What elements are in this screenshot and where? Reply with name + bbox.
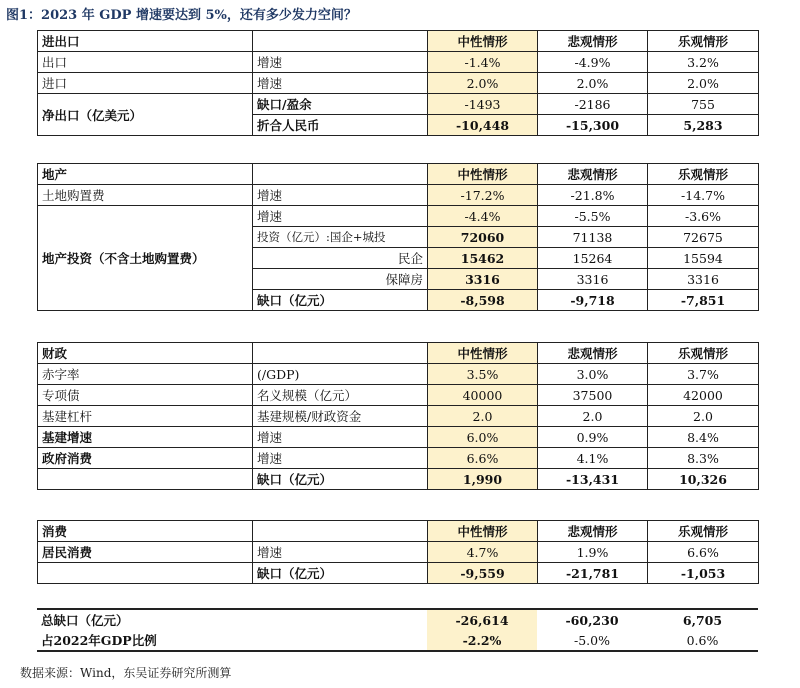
value-cell: 3.0%	[538, 364, 648, 385]
metric-label: 增速	[253, 185, 428, 206]
table-row	[38, 206, 759, 227]
property-table	[37, 163, 759, 311]
header-neutral: 中性情形	[428, 521, 538, 542]
value-cell: 8.3%	[648, 448, 759, 469]
row-label: 进口	[38, 73, 253, 94]
consumption-table	[37, 520, 759, 584]
value-cell: 3316	[428, 269, 538, 290]
value-cell: 15594	[648, 248, 759, 269]
table-row	[38, 542, 759, 563]
header-neutral: 中性情形	[428, 31, 538, 52]
row-label: 净出口（亿美元）	[38, 94, 253, 136]
value-cell: 72060	[428, 227, 538, 248]
value-cell: 755	[648, 94, 759, 115]
header-pessimistic: 悲观情形	[538, 521, 648, 542]
table-row	[38, 73, 759, 94]
value-cell: -13,431	[538, 469, 648, 490]
value-cell: -15,300	[538, 115, 648, 136]
value-cell: -9,718	[538, 290, 648, 311]
value-cell: 0.9%	[538, 427, 648, 448]
value-cell: 3.2%	[648, 52, 759, 73]
header-optimistic: 乐观情形	[648, 343, 759, 364]
value-cell: 2.0%	[648, 73, 759, 94]
value-cell: -21,781	[538, 563, 648, 584]
value-cell: 1,990	[428, 469, 538, 490]
value-cell: 40000	[428, 385, 538, 406]
row-label: 出口	[38, 52, 253, 73]
table-row	[38, 364, 759, 385]
table-row	[38, 427, 759, 448]
row-label: 基建增速	[38, 427, 253, 448]
value-cell: -8,598	[428, 290, 538, 311]
value-cell: 6.0%	[428, 427, 538, 448]
table-row	[38, 521, 759, 542]
value-cell: -60,230	[565, 612, 619, 628]
header-pessimistic: 悲观情形	[538, 343, 648, 364]
value-cell: -4.4%	[428, 206, 538, 227]
value-cell: 15462	[428, 248, 538, 269]
value-cell: 3316	[538, 269, 648, 290]
table-row	[38, 31, 759, 52]
value-cell: 2.0	[648, 406, 759, 427]
value-cell: 72675	[648, 227, 759, 248]
metric-label: 缺口（亿元）	[253, 469, 428, 490]
header-pessimistic: 悲观情形	[538, 31, 648, 52]
value-cell: 37500	[538, 385, 648, 406]
value-cell: 1.9%	[538, 542, 648, 563]
table-row	[37, 609, 758, 630]
value-cell: 2.0%	[428, 73, 538, 94]
value-cell: -5.0%	[574, 632, 610, 648]
table-row	[38, 52, 759, 73]
metric-label: 缺口/盈余	[253, 94, 428, 115]
value-cell: 10,326	[648, 469, 759, 490]
header-neutral: 中性情形	[428, 164, 538, 185]
metric-label: 保障房	[253, 269, 428, 290]
table-row	[38, 385, 759, 406]
value-cell: -1493	[428, 94, 538, 115]
value-cell: 6.6%	[428, 448, 538, 469]
row-label: 专项债	[38, 385, 253, 406]
header-pessimistic: 悲观情形	[538, 164, 648, 185]
value-cell: 3.7%	[648, 364, 759, 385]
value-cell: 8.4%	[648, 427, 759, 448]
table-row	[38, 185, 759, 206]
header-neutral: 中性情形	[428, 343, 538, 364]
metric-label: 增速	[253, 206, 428, 227]
trade-table	[37, 30, 759, 136]
table-row	[37, 630, 758, 651]
section-heading: 财政	[38, 343, 253, 364]
value-cell: 3.5%	[428, 364, 538, 385]
value-cell: -5.5%	[538, 206, 648, 227]
data-source-note: 数据来源：Wind，东吴证券研究所测算	[20, 666, 232, 680]
value-cell: 6.6%	[648, 542, 759, 563]
value-cell: -1,053	[648, 563, 759, 584]
value-cell: 2.0	[428, 406, 538, 427]
metric-label: 名义规模（亿元）	[253, 385, 428, 406]
value-cell: 3316	[648, 269, 759, 290]
table-row	[38, 164, 759, 185]
value-cell: 6,705	[682, 612, 723, 628]
section-heading: 消费	[38, 521, 253, 542]
metric-label: 基建规模/财政资金	[253, 406, 428, 427]
fiscal-table	[37, 342, 759, 490]
row-label: 赤字率	[38, 364, 253, 385]
value-cell: 71138	[538, 227, 648, 248]
header-optimistic: 乐观情形	[648, 31, 759, 52]
table-row	[38, 343, 759, 364]
row-label: 政府消费	[38, 448, 253, 469]
value-cell: -2.2%	[427, 630, 537, 651]
metric-label: 增速	[253, 542, 428, 563]
table-row	[38, 563, 759, 584]
row-label: 总缺口（亿元）	[41, 613, 129, 628]
value-cell: -26,614	[427, 609, 537, 630]
metric-label: 增速	[253, 448, 428, 469]
value-cell: -10,448	[428, 115, 538, 136]
figure-title: 图1：2023 年 GDP 增速要达到 5%，还有多少发力空间？	[6, 8, 357, 23]
value-cell: 4.7%	[428, 542, 538, 563]
section-heading: 进出口	[38, 31, 253, 52]
metric-label: 增速	[253, 427, 428, 448]
value-cell: -21.8%	[538, 185, 648, 206]
metric-label: 缺口（亿元）	[253, 290, 428, 311]
value-cell: -4.9%	[538, 52, 648, 73]
metric-label: (/GDP)	[253, 364, 428, 385]
table-row	[38, 406, 759, 427]
header-optimistic: 乐观情形	[648, 521, 759, 542]
total-table	[37, 608, 758, 652]
value-cell: -1.4%	[428, 52, 538, 73]
row-label: 占2022年GDP比例	[41, 633, 157, 648]
metric-label: 投资（亿元）:国企+城投	[253, 227, 428, 248]
value-cell: 15264	[538, 248, 648, 269]
metric-label: 增速	[253, 73, 428, 94]
value-cell: 5,283	[648, 115, 759, 136]
row-label: 地产投资（不含土地购置费）	[38, 206, 253, 311]
table-row	[38, 469, 759, 490]
value-cell: 2.0%	[538, 73, 648, 94]
value-cell: 2.0	[538, 406, 648, 427]
value-cell: 0.6%	[686, 632, 719, 648]
header-optimistic: 乐观情形	[648, 164, 759, 185]
value-cell: -14.7%	[648, 185, 759, 206]
metric-label: 民企	[253, 248, 428, 269]
row-label: 土地购置费	[38, 185, 253, 206]
row-label: 基建杠杆	[38, 406, 253, 427]
section-heading: 地产	[38, 164, 253, 185]
table-row	[38, 448, 759, 469]
value-cell: -9,559	[428, 563, 538, 584]
metric-label: 折合人民币	[253, 115, 428, 136]
value-cell: -17.2%	[428, 185, 538, 206]
value-cell: 42000	[648, 385, 759, 406]
table-row	[38, 94, 759, 115]
row-label: 居民消费	[38, 542, 253, 563]
value-cell: -7,851	[648, 290, 759, 311]
metric-label: 缺口（亿元）	[253, 563, 428, 584]
value-cell: 4.1%	[538, 448, 648, 469]
value-cell: -3.6%	[648, 206, 759, 227]
metric-label: 增速	[253, 52, 428, 73]
value-cell: -2186	[538, 94, 648, 115]
